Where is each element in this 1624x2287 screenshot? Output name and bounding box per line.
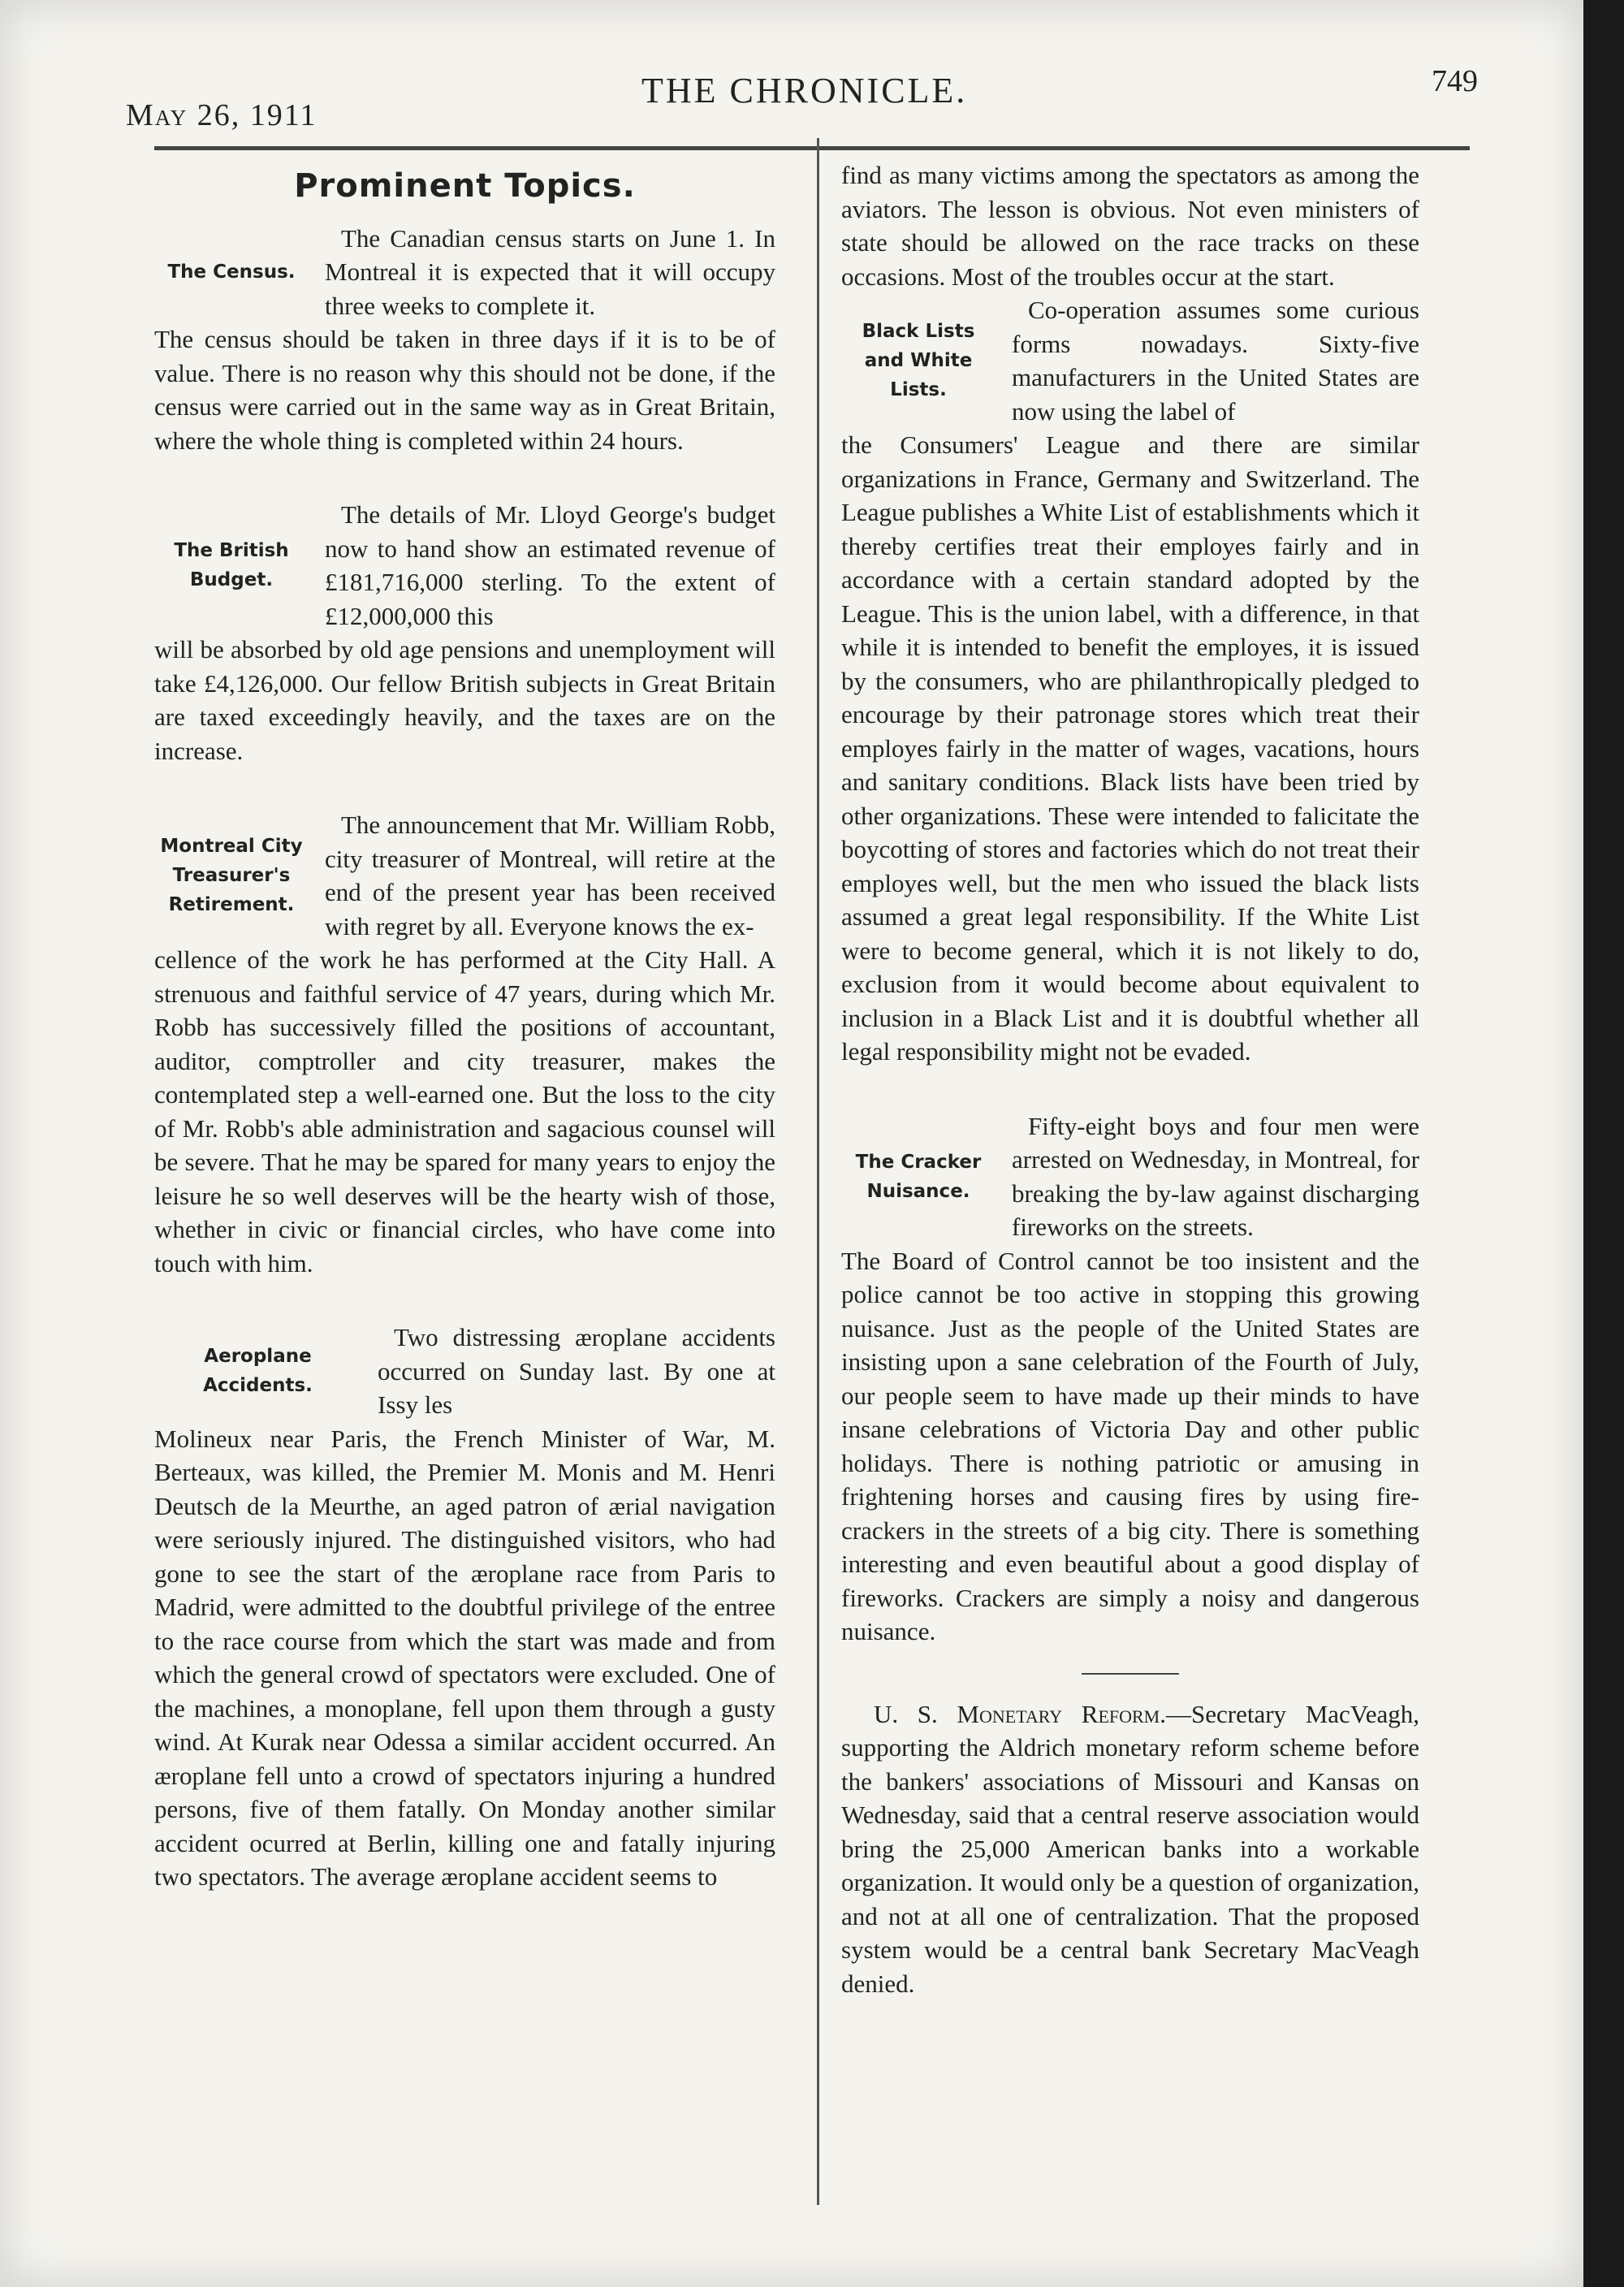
- monetary-paragraph: [841, 1697, 1419, 2001]
- right-column: [818, 158, 1436, 2000]
- issue-date: May 26, 1911: [126, 98, 317, 132]
- sidehead-blacklists: Black Lists and White Lists.: [862, 321, 975, 400]
- body-cracker: The Board of Control cannot be too insistent and the police cannot be too active in stopping this growing nuisance. Just as the people of the United States are insisting upon a sane celebration of the Fourth of July, our people seem to have made up their minds to have insane celebrations of Victoria Day and other public holidays. There is nothing patriotic or amusing in frightening horses and causing fires by using fire-crackers in the streets of a big city. There is something interesting and even beautiful about a good display of fireworks. Crackers are simply a noisy and dangerous nuisance.: [841, 1246, 1419, 1645]
- body-blacklists: the Consumers' League and there are similar organizations in France, Germany and Switzerland. The League publishes a White List of establishments which it thereby certifies treat their employes fairly and in accordance with a certain standard adopted by the League. This is the union label, with a difference, in that while it is intended to benefit the employes, it is issued by the consumers, who are philanthropically pledged to encourage by their patronage stores which treat their employes fairly in the matter of wages, vacations, hours and sanitary conditions. Black lists have been tried by other organizations. These were intended to falicitate the boycotting of stores and factories which do not treat their employes well, but the men who issued the black lists assumed a great legal responsibility. If the White List were to become general, which it is not likely to do, exclusion from it would become about equivalent to inclusion in a Black List and it is doubtful whether all legal responsibility might not be evaded.: [841, 430, 1419, 1066]
- body-aeroplane: Molineux near Paris, the French Minister of War, M. Berteaux, was killed, the Premier M. Monis and M. Henri Deutsch de la Meurthe, an aged patron of ærial navigation were seriously injured. The distinguished visitors, who had gone to see the start of the æroplane race from Paris to Madrid, were admitted to the doubtful privilege of the entree to the race course from which the start was made and from which the general crowd of spectators were excluded. One of the machines, a monoplane, fell upon them through a gusty wind. At Kurak near Odessa a similar accident occurred. An æroplane fell unto a crowd of spectators injuring a hundred persons, five of them fatally. On Monday another similar accident ocurred at Berlin, killing one and fatally injuring two spectators. The average æroplane accident seems to: [154, 1424, 775, 1891]
- body-aeroplane-continued: find as many victims among the spectators as among the aviators. The lesson is obvious. Not even ministers of state should be allowed on the race tracks on these occasions. Most of the troubles occur at the start.: [841, 161, 1419, 291]
- sidehead-cracker: The Cracker Nuisance.: [855, 1151, 982, 1202]
- topic-budget: [154, 498, 775, 633]
- lead-cracker: Fifty-eight boys and four men were arrested on Wednesday, in Montreal, for breaking the by-law against discharging fireworks on the streets.: [1012, 1111, 1419, 1241]
- topic-robb: [154, 808, 775, 943]
- left-column: [154, 158, 775, 1894]
- lead-aeroplane: Two distressing æroplane accidents occurred on Sunday last. By one at Issy les: [378, 1323, 775, 1419]
- body-robb: cellence of the work he has performed at the City Hall. A strenuous and faithful service of 47 years, during which Mr. Robb has successively filled the positions of accountant, auditor, comptroller and city treasurer, makes the contemplated step a well-earned one. But the loss to the city of Mr. Robb's able administration and sagacious counsel will be severe. That he may be spared for many years to enjoy the leisure he so well deserves will be the hearty wish of those, whether in civic or financial circles, who have come into touch with him.: [154, 945, 775, 1278]
- monetary-title: U. S. Monetary Reform.: [874, 1699, 1166, 1728]
- page-number: 749: [1432, 64, 1478, 98]
- topic-aeroplane: [154, 1321, 775, 1422]
- monetary-body: —Secretary MacVeagh, supporting the Aldrich monetary reform scheme before the bankers' associations of Missouri and Kansas on Wednesday, said that a central reserve association would bring the 25,000 American banks into a workable organization. It would only be a question of organization, and not at all one of centralization. That the proposed system would be a central bank Secretary MacVeagh denied.: [841, 1699, 1419, 1998]
- body-census: The census should be taken in three days if it is to be of value. There is no reason why this should not be done, if the census were carried out in the same way as in Great Britain, where the whole thing is completed within 24 hours.: [154, 325, 775, 455]
- page-header: [114, 63, 1478, 132]
- topic-census: [154, 222, 775, 323]
- lead-budget: The details of Mr. Lloyd George's budget now to hand show an estimated revenue of £181,716,000 sterling. To the extent of £12,000,000 this: [325, 500, 775, 630]
- body-budget: will be absorbed by old age pensions and unemployment will take £4,126,000. Our fellow British subjects in Great Britain are taxed exceedingly heavily, and the taxes are on the increase.: [154, 635, 775, 765]
- lead-blacklists: Co-operation assumes some curious forms nowadays. Sixty-five manufacturers in the United States are now using the label of: [1012, 296, 1419, 426]
- topic-blacklists: [841, 293, 1419, 428]
- lead-census: The Canadian census starts on June 1. In Montreal it is expected that it will occupy three weeks to complete it.: [325, 223, 775, 320]
- section-rule: [1082, 1673, 1179, 1675]
- sidehead-aeroplane: Aeroplane Accidents.: [203, 1346, 313, 1397]
- topic-cracker: [841, 1109, 1419, 1244]
- sidehead-budget: The British Budget.: [174, 540, 289, 590]
- section-title: Prominent Topics.: [294, 167, 636, 205]
- sidehead-census: The Census.: [167, 261, 296, 283]
- sidehead-robb: Montreal City Treasurer's Retirement.: [160, 836, 303, 915]
- journal-title: THE CHRONICLE.: [641, 71, 968, 110]
- lead-robb: The announcement that Mr. William Robb, city treasurer of Montreal, will retire at the end of the present year has been received with regret by all. Everyone knows the ex-: [325, 811, 775, 940]
- header-rule: [154, 146, 1470, 150]
